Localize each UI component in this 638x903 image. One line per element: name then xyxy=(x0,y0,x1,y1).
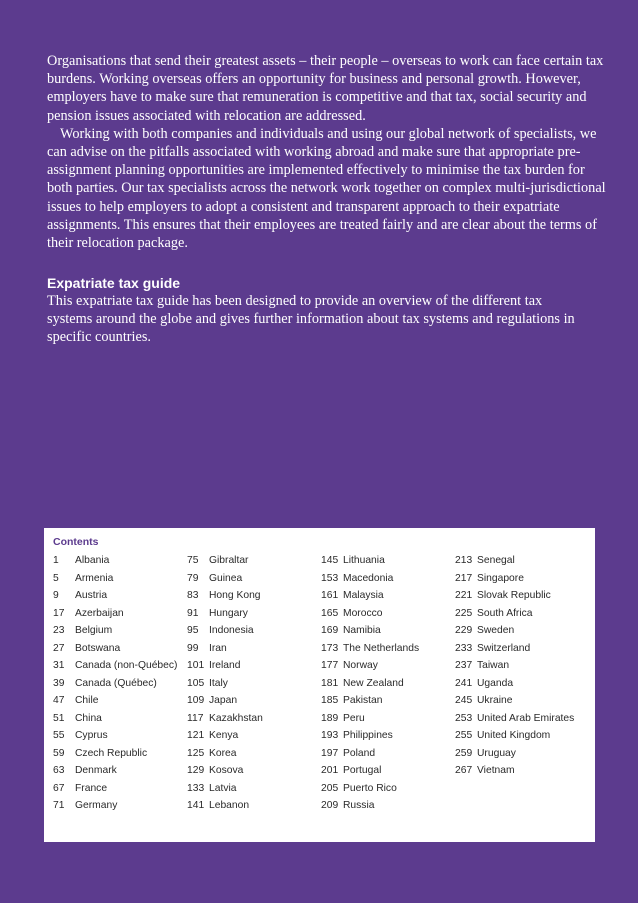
contents-page-number: 39 xyxy=(53,677,65,689)
contents-country-name: Japan xyxy=(209,695,238,706)
contents-entry[interactable] xyxy=(53,587,177,605)
contents-entry[interactable] xyxy=(53,657,177,675)
contents-entry[interactable] xyxy=(455,745,574,763)
contents-country-name: Singapore xyxy=(477,572,524,584)
contents-country-name: Russia xyxy=(343,800,375,811)
contents-country-name: Namibia xyxy=(343,625,381,636)
contents-entry[interactable] xyxy=(187,640,263,658)
contents-country-name: Vietnam xyxy=(477,765,515,776)
contents-page-number: 125 xyxy=(187,747,205,759)
contents-country-name: Uganda xyxy=(477,677,514,689)
contents-country-name: Pakistan xyxy=(343,695,383,706)
contents-panel xyxy=(44,528,595,842)
contents-page-number: 145 xyxy=(321,555,339,566)
contents-entry[interactable] xyxy=(455,710,574,728)
contents-entry[interactable] xyxy=(321,745,419,763)
contents-page-number: 217 xyxy=(455,572,473,584)
contents-page-number: 225 xyxy=(455,607,473,619)
contents-entry[interactable] xyxy=(321,692,419,710)
contents-entry[interactable] xyxy=(187,570,263,588)
contents-page-number: 233 xyxy=(455,642,473,654)
contents-entry[interactable] xyxy=(321,622,419,640)
contents-entry[interactable] xyxy=(455,727,574,745)
contents-entry[interactable] xyxy=(321,657,419,675)
intro-text xyxy=(47,52,607,252)
contents-column-3 xyxy=(321,552,419,815)
contents-country-name: Sweden xyxy=(477,625,515,636)
contents-country-name: Senegal xyxy=(477,555,515,566)
contents-country-name: Italy xyxy=(209,677,228,689)
contents-entry[interactable] xyxy=(321,797,419,815)
contents-country-name: Korea xyxy=(209,747,237,759)
contents-entry[interactable] xyxy=(321,762,419,780)
contents-entry[interactable] xyxy=(455,587,574,605)
contents-country-name: Ukraine xyxy=(477,695,513,706)
contents-entry[interactable] xyxy=(53,780,177,798)
contents-country-name: Guinea xyxy=(209,572,243,584)
contents-country-name: Belgium xyxy=(75,625,113,636)
contents-country-name: Cyprus xyxy=(75,730,108,741)
contents-page-number: 255 xyxy=(455,730,473,741)
contents-page-number: 23 xyxy=(53,625,65,636)
contents-country-name: Portugal xyxy=(343,765,382,776)
contents-entry[interactable] xyxy=(455,762,574,780)
contents-page-number: 83 xyxy=(187,590,199,601)
contents-page-number: 229 xyxy=(455,625,473,636)
contents-entry[interactable] xyxy=(187,727,263,745)
contents-country-name: Uruguay xyxy=(477,747,516,759)
contents-country-name: Austria xyxy=(75,590,108,601)
contents-page-number: 169 xyxy=(321,625,339,636)
contents-entry[interactable] xyxy=(187,762,263,780)
contents-country-name: New Zealand xyxy=(343,677,404,689)
contents-entry[interactable] xyxy=(187,797,263,815)
contents-page-number: 165 xyxy=(321,607,339,619)
contents-entry[interactable] xyxy=(455,552,574,570)
contents-country-name: Iran xyxy=(209,642,227,654)
contents-page-number: 67 xyxy=(53,782,65,794)
contents-entry[interactable] xyxy=(53,640,177,658)
intro-paragraph-2: Working with both companies and individuals and using our global network of specialists, we can advise on the pitfalls associated with working abroad and make sure that appropriate pre-assignment planning opportunities are implemented effectively to minimise the tax burden for both parties. Our tax specialists across the network work together on complex multi-jurisdictional issues to help employers to adopt a consistent and transparent approach to their expatriate assignments. This ensures that their employees are treated fairly and are clear about the terms of their relocation package. xyxy=(47,125,606,252)
contents-country-name: Ireland xyxy=(209,660,241,671)
contents-entry[interactable] xyxy=(53,692,177,710)
contents-country-name: Botswana xyxy=(75,642,121,654)
contents-country-name: China xyxy=(75,712,102,724)
contents-entry[interactable] xyxy=(455,570,574,588)
contents-country-name: Kosova xyxy=(209,765,244,776)
contents-country-name: Lithuania xyxy=(343,555,385,566)
contents-page-number: 17 xyxy=(53,607,65,619)
contents-country-name: Chile xyxy=(75,695,99,706)
contents-country-name: Gibraltar xyxy=(209,555,249,566)
contents-page-number: 193 xyxy=(321,730,339,741)
contents-entry[interactable] xyxy=(53,552,177,570)
contents-page-number: 75 xyxy=(187,555,199,566)
contents-country-name: Taiwan xyxy=(477,660,510,671)
contents-country-name: Albania xyxy=(75,555,110,566)
contents-page-number: 267 xyxy=(455,765,473,776)
contents-entry[interactable] xyxy=(53,622,177,640)
contents-entry[interactable] xyxy=(455,657,574,675)
contents-page-number: 31 xyxy=(53,660,65,671)
contents-country-name: Switzerland xyxy=(477,642,531,654)
contents-country-name: Hong Kong xyxy=(209,590,261,601)
contents-country-name: Armenia xyxy=(75,572,114,584)
contents-country-name: Canada (Québec) xyxy=(75,677,157,689)
expatriate-tax-guide-heading: Expatriate tax guide xyxy=(47,275,181,291)
contents-page-number: 109 xyxy=(187,695,205,706)
contents-country-name: Poland xyxy=(343,747,376,759)
contents-country-name: Norway xyxy=(343,660,378,671)
contents-page-number: 253 xyxy=(455,712,473,724)
contents-page-number: 259 xyxy=(455,747,473,759)
contents-page-number: 205 xyxy=(321,782,339,794)
contents-entry[interactable] xyxy=(321,780,419,798)
contents-entry[interactable] xyxy=(321,605,419,623)
contents-page-number: 173 xyxy=(321,642,339,654)
contents-country-name: United Arab Emirates xyxy=(477,712,575,724)
contents-entry[interactable] xyxy=(455,622,574,640)
contents-country-name: Hungary xyxy=(209,607,248,619)
contents-country-name: The Netherlands xyxy=(343,642,420,654)
contents-page-number: 141 xyxy=(187,800,205,811)
contents-page-number: 121 xyxy=(187,730,205,741)
contents-country-name: Latvia xyxy=(209,782,237,794)
contents-page-number: 59 xyxy=(53,747,65,759)
contents-page-number: 47 xyxy=(53,695,65,706)
contents-country-name: Philippines xyxy=(343,730,393,741)
contents-entry[interactable] xyxy=(187,780,263,798)
contents-page-number: 189 xyxy=(321,712,339,724)
contents-page-number: 181 xyxy=(321,677,339,689)
contents-page-number: 101 xyxy=(187,660,205,671)
contents-entry[interactable] xyxy=(321,552,419,570)
contents-country-name: Germany xyxy=(75,800,118,811)
contents-entry[interactable] xyxy=(53,605,177,623)
contents-entry[interactable] xyxy=(187,622,263,640)
contents-page-number: 91 xyxy=(187,607,199,619)
contents-entry[interactable] xyxy=(455,692,574,710)
contents-entry[interactable] xyxy=(187,552,263,570)
contents-country-name: Peru xyxy=(343,712,365,724)
contents-entry[interactable] xyxy=(187,692,263,710)
contents-entry[interactable] xyxy=(321,587,419,605)
contents-page-number: 71 xyxy=(53,800,65,811)
contents-entry[interactable] xyxy=(321,570,419,588)
contents-country-name: Kenya xyxy=(209,730,239,741)
contents-page-number: 5 xyxy=(53,572,59,584)
contents-entry[interactable] xyxy=(187,657,263,675)
contents-page-number: 105 xyxy=(187,677,205,689)
contents-column-1 xyxy=(53,552,177,815)
contents-entry[interactable] xyxy=(53,797,177,815)
contents-page-number: 241 xyxy=(455,677,473,689)
contents-page-number: 153 xyxy=(321,572,339,584)
contents-page-number: 129 xyxy=(187,765,205,776)
contents-entry[interactable] xyxy=(455,605,574,623)
contents-page-number: 221 xyxy=(455,590,473,601)
contents-entry[interactable] xyxy=(187,745,263,763)
contents-country-name: Czech Republic xyxy=(75,747,148,759)
contents-entry[interactable] xyxy=(53,570,177,588)
contents-country-name: Kazakhstan xyxy=(209,712,263,724)
contents-country-name: Azerbaijan xyxy=(75,607,124,619)
contents-page-number: 201 xyxy=(321,765,339,776)
contents-page-number: 213 xyxy=(455,555,473,566)
contents-page-number: 209 xyxy=(321,800,339,811)
contents-page-number: 9 xyxy=(53,590,59,601)
contents-entry[interactable] xyxy=(321,710,419,728)
contents-entry[interactable] xyxy=(187,587,263,605)
intro-paragraph-1: Organisations that send their greatest assets – their people – overseas to work can face certain tax burdens. Working overseas offers an opportunity for business and personal growth. However, employers have to make sure that remuneration is competitive and that tax, social security and pension issues associated with relocation are addressed. xyxy=(47,53,604,124)
contents-page-number: 185 xyxy=(321,695,339,706)
contents-country-name: Denmark xyxy=(75,765,117,776)
contents-page-number: 133 xyxy=(187,782,205,794)
contents-country-name: Lebanon xyxy=(209,800,250,811)
contents-entry[interactable] xyxy=(321,640,419,658)
contents-country-name: Slovak Republic xyxy=(477,590,551,601)
contents-entry[interactable] xyxy=(53,675,177,693)
contents-country-name: France xyxy=(75,782,108,794)
contents-entry[interactable] xyxy=(53,745,177,763)
contents-page-number: 95 xyxy=(187,625,199,636)
contents-country-name: Malaysia xyxy=(343,590,384,601)
contents-page-number: 55 xyxy=(53,730,65,741)
contents-page-number: 177 xyxy=(321,660,339,671)
contents-entry[interactable] xyxy=(321,727,419,745)
contents-entry[interactable] xyxy=(53,710,177,728)
contents-column-4 xyxy=(455,552,574,780)
contents-page-number: 79 xyxy=(187,572,199,584)
contents-entry[interactable] xyxy=(187,675,263,693)
contents-country-name: South Africa xyxy=(477,607,533,619)
contents-country-name: Indonesia xyxy=(209,625,254,636)
contents-entry[interactable] xyxy=(53,762,177,780)
contents-entry[interactable] xyxy=(187,605,263,623)
contents-country-name: Puerto Rico xyxy=(343,782,397,794)
contents-page-number: 99 xyxy=(187,642,199,654)
contents-page-number: 1 xyxy=(53,555,59,566)
contents-page-number: 161 xyxy=(321,590,339,601)
contents-entry[interactable] xyxy=(53,727,177,745)
contents-page-number: 197 xyxy=(321,747,339,759)
contents-country-name: Canada (non-Québec) xyxy=(75,660,178,671)
contents-entry[interactable] xyxy=(321,675,419,693)
expatriate-tax-guide-text: This expatriate tax guide has been designed to provide an overview of the different tax systems around the globe and gives further information about tax systems and regulations in specific countries. xyxy=(47,293,575,346)
contents-page-number: 237 xyxy=(455,660,473,671)
contents-entry[interactable] xyxy=(455,640,574,658)
contents-page-number: 51 xyxy=(53,712,65,724)
contents-entry[interactable] xyxy=(455,675,574,693)
contents-page-number: 245 xyxy=(455,695,473,706)
contents-country-name: Macedonia xyxy=(343,572,394,584)
contents-page-number: 117 xyxy=(187,712,204,724)
contents-page-number: 27 xyxy=(53,642,65,654)
contents-column-2 xyxy=(187,552,263,815)
contents-title: Contents xyxy=(53,536,99,548)
contents-country-name: United Kingdom xyxy=(477,730,551,741)
contents-country-name: Morocco xyxy=(343,607,383,619)
contents-page-number: 63 xyxy=(53,765,65,776)
contents-entry[interactable] xyxy=(187,710,263,728)
